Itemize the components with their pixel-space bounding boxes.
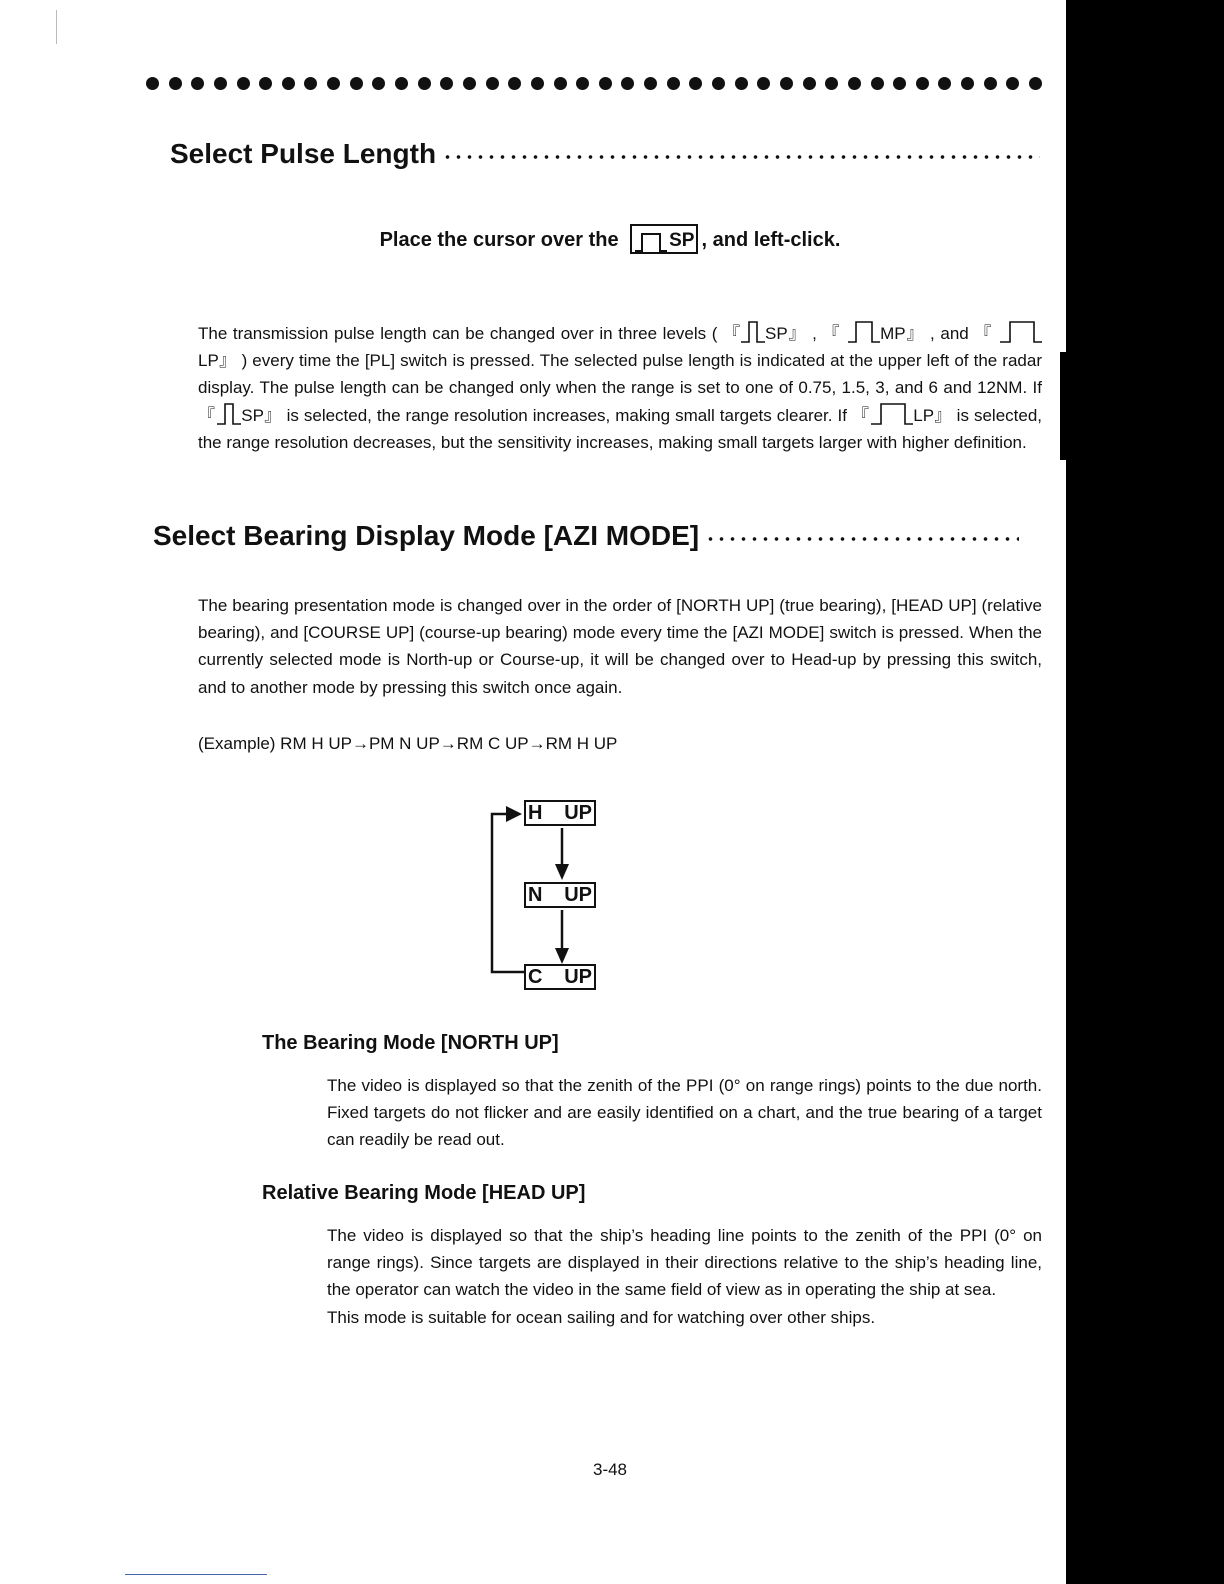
short-pulse-icon xyxy=(741,321,765,343)
section-heading-pulse-length xyxy=(170,138,1040,170)
instruction-text: Place the cursor over the xyxy=(379,229,619,251)
north-up-heading: The Bearing Mode [NORTH UP] xyxy=(262,1032,559,1054)
scan-artifact-line xyxy=(56,10,57,44)
medium-pulse-icon xyxy=(848,321,880,343)
scan-black-edge xyxy=(1066,0,1224,1584)
azi-mode-paragraph: The bearing presentation mode is changed over in the order of [NORTH UP] (true bearing), [HEAD UP] (relative bearing), and [COURSE UP] (course-up bearing) mode every time the [AZI MODE] switch is pressed. When the currently selected mode is North-up or Course-up, it will be changed over to Head-up by pressing this switch, and to another mode by pressing this switch once again. xyxy=(198,596,1042,697)
mode-cycle-diagram xyxy=(486,796,606,996)
page-number: 3-48 xyxy=(592,1460,628,1479)
short-pulse-icon xyxy=(634,232,668,252)
section-title: Select Pulse Length xyxy=(170,138,437,169)
footer-rule xyxy=(125,1574,267,1575)
section-title: Select Bearing Display Mode [AZI MODE] xyxy=(153,520,700,551)
dot-leader xyxy=(442,155,1040,159)
dot-separator xyxy=(146,70,1042,96)
mode-box-c-up: C UP xyxy=(524,964,596,990)
short-pulse-icon xyxy=(217,403,241,425)
head-up-note: This mode is suitable for ocean sailing and for watching over other ships. xyxy=(327,1307,876,1327)
mode-box-n-up: N UP xyxy=(524,882,596,908)
sp-button-label: SP xyxy=(669,230,695,251)
head-up-text: The video is displayed so that the ship’s heading line points to the zenith of the PPI (0° on range rings). Since targets are displayed in their directions relative to the ship’s heading line, the operator can watch the video in the same field of view as in operating the ship at sea. xyxy=(327,1226,1042,1300)
scan-edge-notch xyxy=(1060,352,1068,460)
head-up-text-block xyxy=(327,1222,1042,1331)
long-pulse-icon xyxy=(871,403,913,425)
dot-leader xyxy=(705,537,1019,541)
long-pulse-icon xyxy=(1000,321,1042,343)
section-heading-azi-mode xyxy=(153,520,1019,552)
pulse-instruction xyxy=(200,224,1020,255)
north-up-text: The video is displayed so that the zenith of the PPI (0° on range rings) points to the due north. Fixed targets do not flicker and are easily identified on a chart, and the true bearing of a target can readily be read out. xyxy=(327,1076,1042,1150)
sp-button[interactable] xyxy=(630,224,698,254)
head-up-heading: Relative Bearing Mode [HEAD UP] xyxy=(262,1182,586,1204)
pulse-length-paragraph: The transmission pulse length can be changed over in three levels ( 『 SP』 , 『 MP』 , and 『 LP』 ) every time the [PL] switch is pressed. The selected pulse length is indicated at the upper left of the radar display. The pulse length can be changed only when the range is set to one of 0.75, 1.5, 3, and 6 and 12NM. If 『 SP』 is selected, the range resolution increases, making small targets clearer. If 『 LP』 is selected, the range resolution decreases, but the sensitivity increases, making small targets larger with higher definition. xyxy=(198,320,1042,456)
mode-example: (Example) RM H UP→PM N UP→RM C UP→RM H UP xyxy=(198,734,618,753)
instruction-text-after: , and left-click. xyxy=(701,229,841,251)
mode-box-h-up: H UP xyxy=(524,800,596,826)
